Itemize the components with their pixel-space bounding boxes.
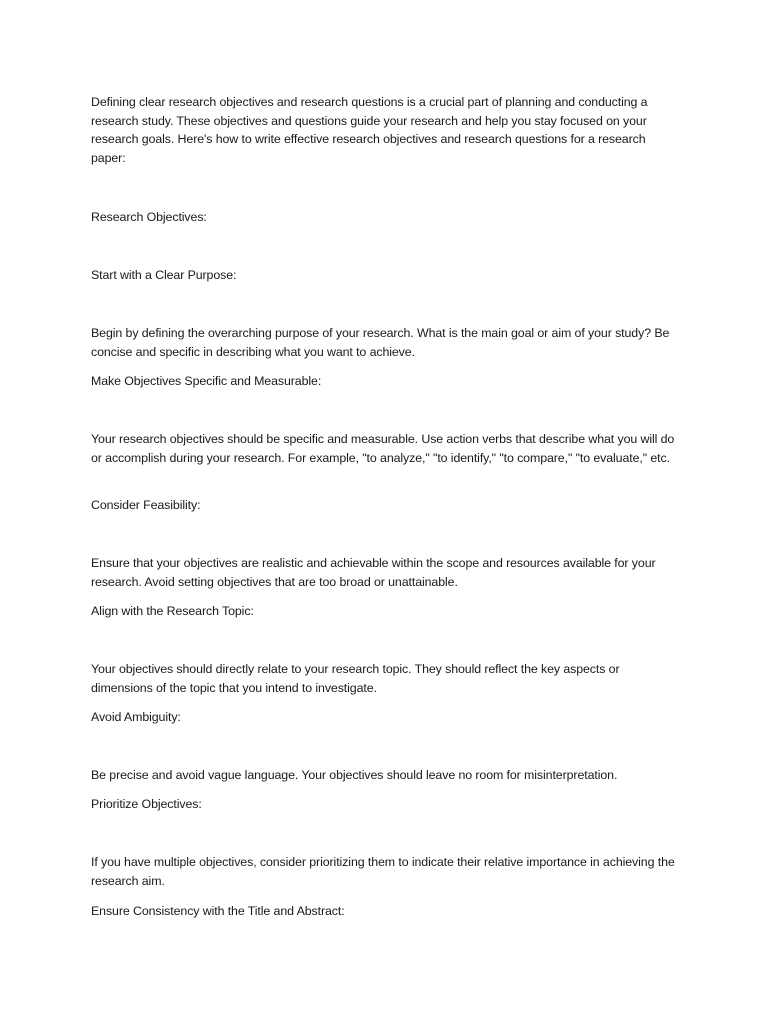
item-body-align-topic: Your objectives should directly relate to your research topic. They should reflect the key aspects or dimensions of the topic that you intend to investigate. (91, 662, 620, 695)
item-heading-prioritize: Prioritize Objectives: (91, 797, 202, 811)
item-heading-feasibility: Consider Feasibility: (91, 498, 201, 512)
item-body-prioritize: If you have multiple objectives, consider prioritizing them to indicate their relative importance in achieving the research aim. (91, 855, 675, 888)
item-body-specific-measurable: Your research objectives should be specific and measurable. Use action verbs that describe what you will do or accomplish during your research. For example, "to analyze," "to identify," "to compare," "to evaluate," etc. (91, 432, 675, 465)
item-heading-specific-measurable: Make Objectives Specific and Measurable: (91, 374, 322, 388)
item-heading-clear-purpose: Start with a Clear Purpose: (91, 268, 237, 282)
section-heading: Research Objectives: (91, 210, 207, 224)
item-heading-consistency: Ensure Consistency with the Title and Abstract: (91, 904, 345, 918)
intro-paragraph: Defining clear research objectives and research questions is a crucial part of planning and conducting a research study. These objectives and questions guide your research and help you stay focused on your research goals. Here's how to write effective research objectives and research questions for a research paper: (91, 95, 648, 165)
item-heading-avoid-ambiguity: Avoid Ambiguity: (91, 710, 181, 724)
item-body-feasibility: Ensure that your objectives are realistic and achievable within the scope and resources available for your research. Avoid setting objectives that are too broad or unattainable. (91, 556, 656, 589)
item-body-clear-purpose: Begin by defining the overarching purpose of your research. What is the main goal or aim of your study? Be concise and specific in describing what you want to achieve. (91, 326, 670, 359)
item-heading-align-topic: Align with the Research Topic: (91, 604, 254, 618)
item-body-avoid-ambiguity: Be precise and avoid vague language. Your objectives should leave no room for misinterpretation. (91, 768, 618, 782)
